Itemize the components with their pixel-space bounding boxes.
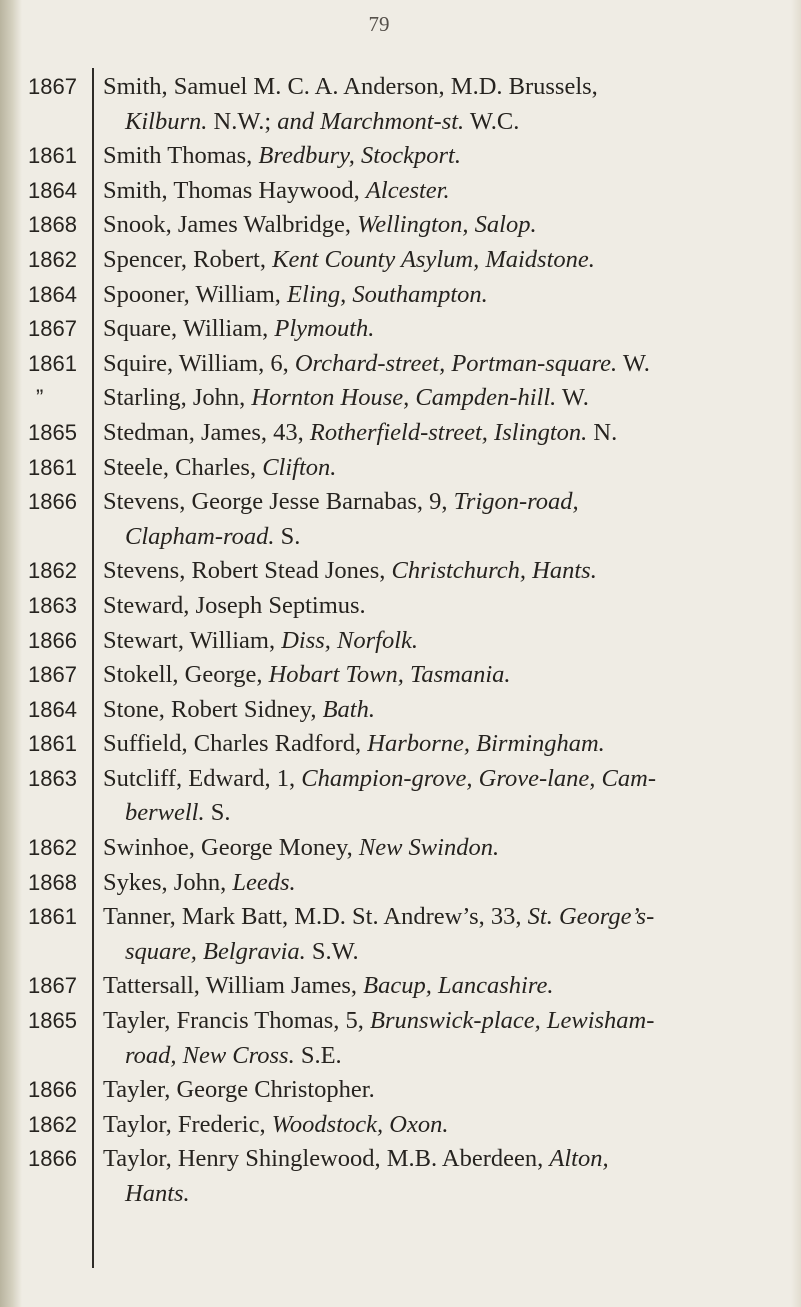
- entry-year: 1866: [28, 1146, 77, 1172]
- entry-line: [103, 831, 783, 866]
- year-spacer: [28, 935, 90, 970]
- entry-year: 1864: [28, 177, 77, 203]
- entry-address-italic: Hornton House, Campden-hill.: [251, 384, 557, 412]
- entry-line: [103, 1004, 783, 1039]
- entry-address-italic: Diss, Norfolk.: [281, 626, 419, 654]
- entry-line: [103, 70, 783, 105]
- entry-text: Squire, William, 6,: [103, 349, 295, 377]
- entry-line: [103, 243, 783, 278]
- entry-address-italic: square, Belgravia.: [125, 937, 306, 965]
- entry-year: 1866: [28, 1077, 77, 1103]
- entry-line: [103, 1073, 783, 1108]
- entry-address-italic: Christchurch, Hants.: [391, 557, 597, 585]
- entry-line: [103, 347, 783, 382]
- entry-text: W.C.: [464, 107, 520, 135]
- entry-text: S.: [274, 522, 301, 550]
- entry-text: Sutcliff, Edward, 1,: [103, 764, 302, 792]
- entry-line: [103, 381, 783, 416]
- entry-year: 1866: [28, 627, 77, 653]
- entry-address-italic: Harborne, Birmingham.: [367, 730, 605, 758]
- year-spacer: [28, 796, 90, 831]
- entry-address-italic: road, New Cross.: [125, 1041, 295, 1069]
- year-spacer: [28, 520, 90, 555]
- entry-address-italic: Eling, Southampton.: [287, 280, 488, 308]
- entry-text: Taylor, Henry Shinglewood, M.B. Aberdeen,: [103, 1145, 550, 1173]
- entry-line: [103, 900, 783, 935]
- entry-text: S.: [204, 799, 231, 827]
- entry-address-italic: Leeds.: [232, 868, 296, 896]
- entry-text: Tanner, Mark Batt, M.D. St. Andrew’s, 33,: [103, 903, 528, 931]
- year-column: [28, 70, 90, 1212]
- entry-text: Stedman, James, 43,: [103, 418, 310, 446]
- entry-line: [103, 451, 783, 486]
- entry-address-italic: Rotherfield-street, Islington.: [309, 418, 588, 446]
- entry-address-italic: Hants.: [125, 1180, 190, 1207]
- year-spacer: [28, 1039, 90, 1074]
- entry-address-italic: Champion-grove, Grove-lane, Cam-: [301, 764, 656, 792]
- entry-year: 1865: [28, 1008, 77, 1034]
- entry-line: [103, 727, 783, 762]
- entry-text: Swinhoe, George Money,: [103, 834, 359, 862]
- entry-year: 1867: [28, 662, 77, 688]
- entry-text: Suffield, Charles Radford,: [103, 730, 368, 758]
- entry-year: 1863: [28, 592, 77, 618]
- entry-continuation-line: [103, 1039, 783, 1074]
- entry-address-italic: Orchard-street, Portman-square.: [294, 349, 618, 377]
- entry-address-italic: Bredbury, Stockport.: [258, 142, 461, 170]
- entry-text: W.: [617, 349, 650, 377]
- entry-year: 1862: [28, 246, 77, 272]
- entry-address-italic: Alton,: [549, 1145, 609, 1173]
- year-spacer: [28, 105, 90, 140]
- entry-address-italic: Woodstock, Oxon.: [271, 1110, 449, 1138]
- entry-text: Snook, James Walbridge,: [103, 211, 358, 239]
- entry-line: [103, 208, 783, 243]
- entry-text: Smith, Thomas Haywood,: [103, 176, 366, 204]
- entry-year: 1867: [28, 973, 77, 999]
- entry-address-italic: Bacup, Lancashire.: [363, 972, 554, 1000]
- entry-year: 1861: [28, 904, 77, 930]
- entry-text: Stone, Robert Sidney,: [103, 695, 323, 723]
- entry-year: 1862: [28, 835, 77, 861]
- entry-address-italic: Plymouth.: [274, 315, 375, 343]
- entry-text: S.W.: [305, 937, 359, 965]
- entry-text: Square, William,: [103, 315, 275, 343]
- entry-year: 1862: [28, 1111, 77, 1137]
- entry-address-italic: Kent County Asylum, Maidstone.: [272, 245, 595, 273]
- entry-year: 1864: [28, 281, 77, 307]
- entry-text: Spencer, Robert,: [103, 245, 273, 273]
- entry-year: 1861: [28, 350, 77, 376]
- entry-address-italic: Clifton.: [262, 453, 337, 481]
- entry-line: [103, 1142, 783, 1177]
- entry-text: Stevens, Robert Stead Jones,: [103, 557, 392, 585]
- entry-year: 1867: [28, 74, 77, 99]
- entry-line: [103, 174, 783, 209]
- entry-address-italic: Hobart Town, Tasmania.: [268, 661, 511, 689]
- entry-address-italic: New Swindon.: [358, 834, 500, 862]
- entry-continuation-line: [103, 1177, 783, 1212]
- entry-continuation-line: [103, 520, 783, 555]
- entry-text: Sykes, John,: [103, 868, 233, 896]
- entry-line: [103, 693, 783, 728]
- entry-text: Spooner, William,: [103, 280, 288, 308]
- entry-text: S.E.: [294, 1041, 342, 1069]
- entry-text: Tayler, Francis Thomas, 5,: [103, 1007, 370, 1035]
- entry-year: 1868: [28, 212, 77, 238]
- entry-line: [103, 866, 783, 901]
- entry-year: 1864: [28, 696, 77, 722]
- entry-text: Starling, John,: [103, 384, 252, 412]
- entries-column: [103, 70, 783, 1212]
- entry-line: [103, 969, 783, 1004]
- entry-address-italic: Kilburn.: [125, 107, 208, 135]
- entry-address-italic: Brunswick-place, Lewisham-: [369, 1007, 655, 1035]
- entry-address-italic: berwell.: [125, 799, 205, 827]
- entry-year: 1862: [28, 558, 77, 584]
- entry-year: 1867: [28, 316, 77, 342]
- entry-address-italic: St. George’s-: [527, 903, 655, 931]
- page-right-edge: [791, 0, 801, 1307]
- entry-text: N.: [587, 418, 618, 446]
- entry-line: [103, 762, 783, 797]
- entry-text: Smith Thomas,: [103, 142, 259, 170]
- entry-continuation-line: [103, 105, 783, 140]
- entry-year: 1861: [28, 731, 77, 757]
- entry-address-italic: Wellington, Salop.: [357, 211, 537, 239]
- entry-address-italic: Alcester.: [365, 176, 450, 204]
- entry-text: Stokell, George,: [103, 661, 269, 689]
- page-binding-shadow: [0, 0, 22, 1307]
- entry-year: 1866: [28, 489, 77, 515]
- entry-line: [103, 624, 783, 659]
- entry-line: [103, 139, 783, 174]
- entry-text: W.: [556, 384, 589, 412]
- entry-continuation-line: [103, 935, 783, 970]
- entry-text: Stewart, William,: [103, 626, 282, 654]
- entry-line: [103, 1108, 783, 1143]
- year-spacer: [28, 1177, 90, 1212]
- entry-line: [103, 658, 783, 693]
- entry-year: 1865: [28, 419, 77, 445]
- entry-text: N.W.;: [207, 107, 278, 135]
- entry-address-italic: Trigon-road,: [453, 488, 579, 516]
- entry-line: [103, 589, 783, 624]
- page-number: 79: [368, 12, 390, 36]
- entry-year: 1861: [28, 143, 77, 169]
- entry-line: [103, 554, 783, 589]
- entry-address-italic: Bath.: [322, 695, 375, 723]
- entry-line: [103, 278, 783, 313]
- entry-text: Smith, Samuel M. C. A. Anderson, M.D. Brussels,: [103, 73, 598, 100]
- entry-line: [103, 416, 783, 451]
- entry-year: 1861: [28, 454, 77, 480]
- entry-line: [103, 312, 783, 347]
- column-rule: [92, 68, 94, 1268]
- entry-text: Tayler, George Christopher.: [103, 1076, 375, 1104]
- entry-address-italic: Clapham-road.: [125, 522, 275, 550]
- entry-text: Stevens, George Jesse Barnabas, 9,: [103, 488, 454, 516]
- entry-year: ”: [36, 385, 44, 411]
- entry-text: Steward, Joseph Septimus.: [103, 591, 366, 619]
- entry-year: 1868: [28, 869, 77, 895]
- entry-year: 1863: [28, 765, 77, 791]
- entry-continuation-line: [103, 796, 783, 831]
- entry-text: Tattersall, William James,: [103, 972, 364, 1000]
- entry-text: Steele, Charles,: [103, 453, 263, 481]
- entry-line: [103, 485, 783, 520]
- entry-address-italic: and Marchmont-st.: [277, 107, 465, 135]
- entry-text: Taylor, Frederic,: [103, 1110, 272, 1138]
